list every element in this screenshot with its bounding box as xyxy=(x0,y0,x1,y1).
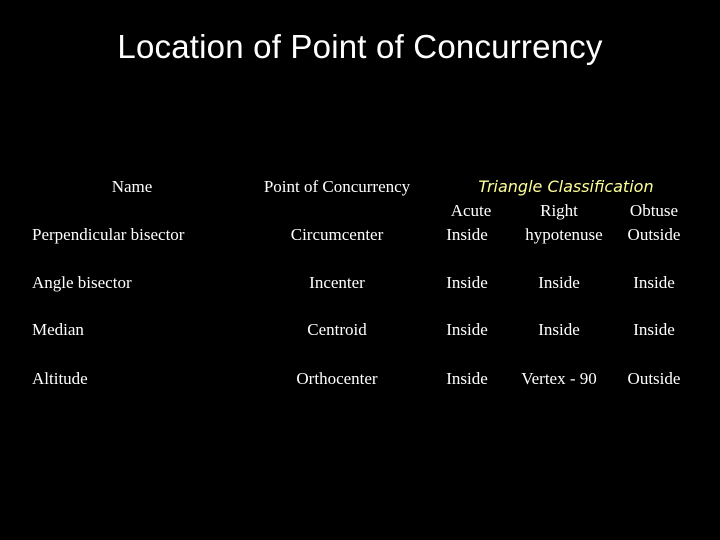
row-name-altitude: Altitude xyxy=(32,369,88,388)
row-right-value: Vertex - 90 xyxy=(521,369,597,388)
row-name-perpendicular-bisector: Perpendicular bisector xyxy=(32,225,185,244)
row-name-median: Median xyxy=(32,320,84,339)
row-right-value: Inside xyxy=(538,320,580,339)
row-right-value: hypotenuse xyxy=(525,225,603,244)
row-acute-value: Inside xyxy=(446,273,488,292)
row-obtuse-value: Outside xyxy=(627,369,681,388)
row-right-value: Inside xyxy=(538,273,580,292)
row-acute-value: Inside xyxy=(446,225,488,244)
row-point-orthocenter: Orthocenter xyxy=(296,369,378,388)
row-obtuse-value: Inside xyxy=(633,273,675,292)
header-name: Name xyxy=(111,177,153,196)
row-obtuse-value: Outside xyxy=(627,225,681,244)
row-obtuse-value: Inside xyxy=(633,320,675,339)
row-name-angle-bisector: Angle bisector xyxy=(32,273,132,292)
header-point-of-concurrency: Point of Concurrency xyxy=(263,177,411,196)
row-point-circumcenter: Circumcenter xyxy=(290,225,384,244)
row-point-incenter: Incenter xyxy=(309,273,365,292)
row-acute-value: Inside xyxy=(446,320,488,339)
subheader-right: Right xyxy=(540,201,578,220)
subheader-acute: Acute xyxy=(450,201,492,220)
row-acute-value: Inside xyxy=(446,369,488,388)
subheader-obtuse: Obtuse xyxy=(629,201,679,220)
header-triangle-classification: Triangle Classification xyxy=(478,177,654,196)
row-point-centroid: Centroid xyxy=(307,320,367,339)
slide-title: Location of Point of Concurrency xyxy=(117,28,603,65)
